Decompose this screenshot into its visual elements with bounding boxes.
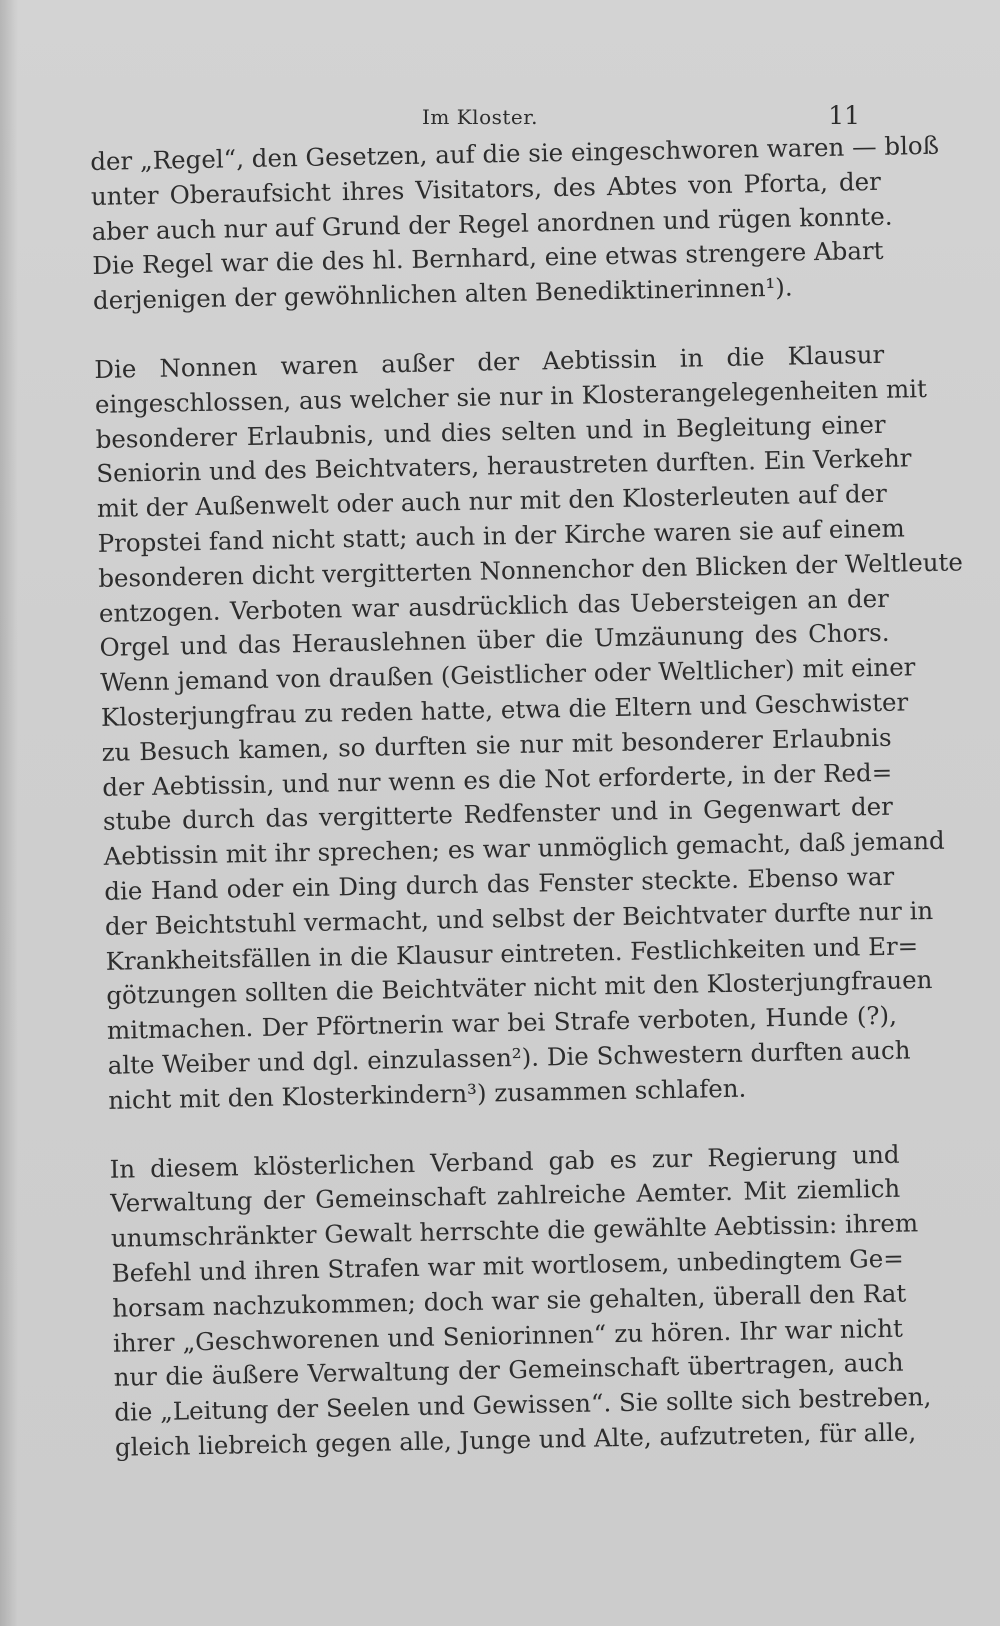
text-line: unter Oberaufsicht ihres Visitators, des Abtes von Pforta, der [90, 166, 882, 211]
text-line: horsam nachzukommen; doch war sie gehalten, überall den Rat [112, 1278, 907, 1323]
text-line: unumschränkter Gewalt herrschte die gewählte Aebtissin: ihrem [110, 1208, 919, 1253]
text-line: In diesem klösterlichen Verband gab es zur Regierung und [109, 1139, 900, 1184]
text-line: nicht mit den Klosterkindern³) zusammen schlafen. [108, 1073, 747, 1115]
text-line: mitmachen. Der Pförtnerin war bei Strafe verboten, Hunde (?), [106, 1000, 898, 1045]
text-line: alte Weiber und dgl. einzulassen²). Die Schwestern durften auch [107, 1035, 911, 1080]
text-line: entzogen. Verboten war ausdrücklich das Uebersteigen an der [98, 583, 890, 628]
text-line: Wenn jemand von draußen (Geistlicher oder Weltlicher) mit einer [100, 652, 916, 698]
text-line: mit der Außenwelt oder auch nur mit den Klosterleuten auf der [96, 478, 888, 524]
text-line: besonderen dicht vergitterten Nonnenchor den Blicken der Weltleute [98, 547, 964, 593]
text-line: Seniorin und des Beichtvaters, heraustreten durften. Ein Verkehr [96, 443, 912, 489]
text-line: Aebtissin mit ihr sprechen; es war unmöglich gemacht, daß jemand [103, 825, 945, 872]
text-line: Propstei fand nicht statt; auch in der Kirche waren sie auf einem [97, 513, 905, 558]
text-line: Die Nonnen waren außer der Aebtissin in die Klausur [94, 339, 885, 384]
text-line: besonderer Erlaubnis, und dies selten und in Begleitung einer [95, 409, 886, 454]
running-title: Im Kloster. [422, 105, 538, 129]
text-line: die „Leitung der Seelen und Gewissen“. Sie sollte sich bestreben, [114, 1382, 932, 1427]
text-line: eingeschlossen, aus welcher sie nur in Klosterangelegenheiten mit [94, 373, 928, 419]
text-line: Krankheitsfällen in die Klausur eintreten. Festlichkeiten und Er= [105, 930, 919, 976]
text-line: der Aebtissin, und nur wenn es die Not erforderte, in der Red= [102, 757, 893, 802]
text-line: Verwaltung der Gemeinschaft zahlreiche Aemter. Mit ziemlich [110, 1173, 901, 1219]
text-line: die Hand oder ein Ding durch das Fenster steckte. Ebenso war [104, 861, 895, 906]
text-line: stube durch das vergitterte Redfenster und in Gegenwart der [102, 792, 894, 837]
text-line: der Beichtstuhl vermacht, und selbst der Beichtvater durfte nur in [104, 895, 934, 941]
text-line: derjenigen der gewöhnlichen alten Benediktinerinnen¹). [92, 272, 793, 316]
page-number: 11 [828, 101, 860, 130]
text-line: Befehl und ihren Strafen war mit wortlosem, unbedingtem Ge= [111, 1243, 904, 1288]
text-line: der „Regel“, den Gesetzen, auf die sie eingeschworen waren — bloß [90, 130, 940, 176]
paragraph [90, 130, 940, 319]
text-line: Die Regel war die des hl. Bernhard, eine etwas strengere Abart [92, 236, 884, 281]
text-line: gleich liebreich gegen alle, Junge und Alte, aufzutreten, für alle, [114, 1417, 917, 1462]
text-line: götzungen sollten die Beichtväter nicht mit den Klosterjungfrauen [106, 965, 933, 1011]
text-line: Klosterjungfrau zu reden hatte, etwa die Eltern und Geschwister [100, 687, 909, 732]
text-line: zu Besuch kamen, so durften sie nur mit besonderer Erlaubnis [101, 722, 892, 767]
text-line: nur die äußere Verwaltung der Gemeinschaft übertragen, auch [113, 1347, 904, 1393]
paragraph [94, 338, 964, 1119]
binding-shadow [0, 0, 18, 1626]
paragraph [109, 1137, 932, 1465]
text-line: aber auch nur auf Grund der Regel anordnen und rügen konnte. [91, 201, 893, 246]
text-line: Orgel und das Herauslehnen über die Umzäunung des Chors. [99, 618, 890, 663]
body-text [90, 130, 964, 1466]
text-line: ihrer „Geschworenen und Seniorinnen“ zu hören. Ihr war nicht [112, 1313, 904, 1358]
